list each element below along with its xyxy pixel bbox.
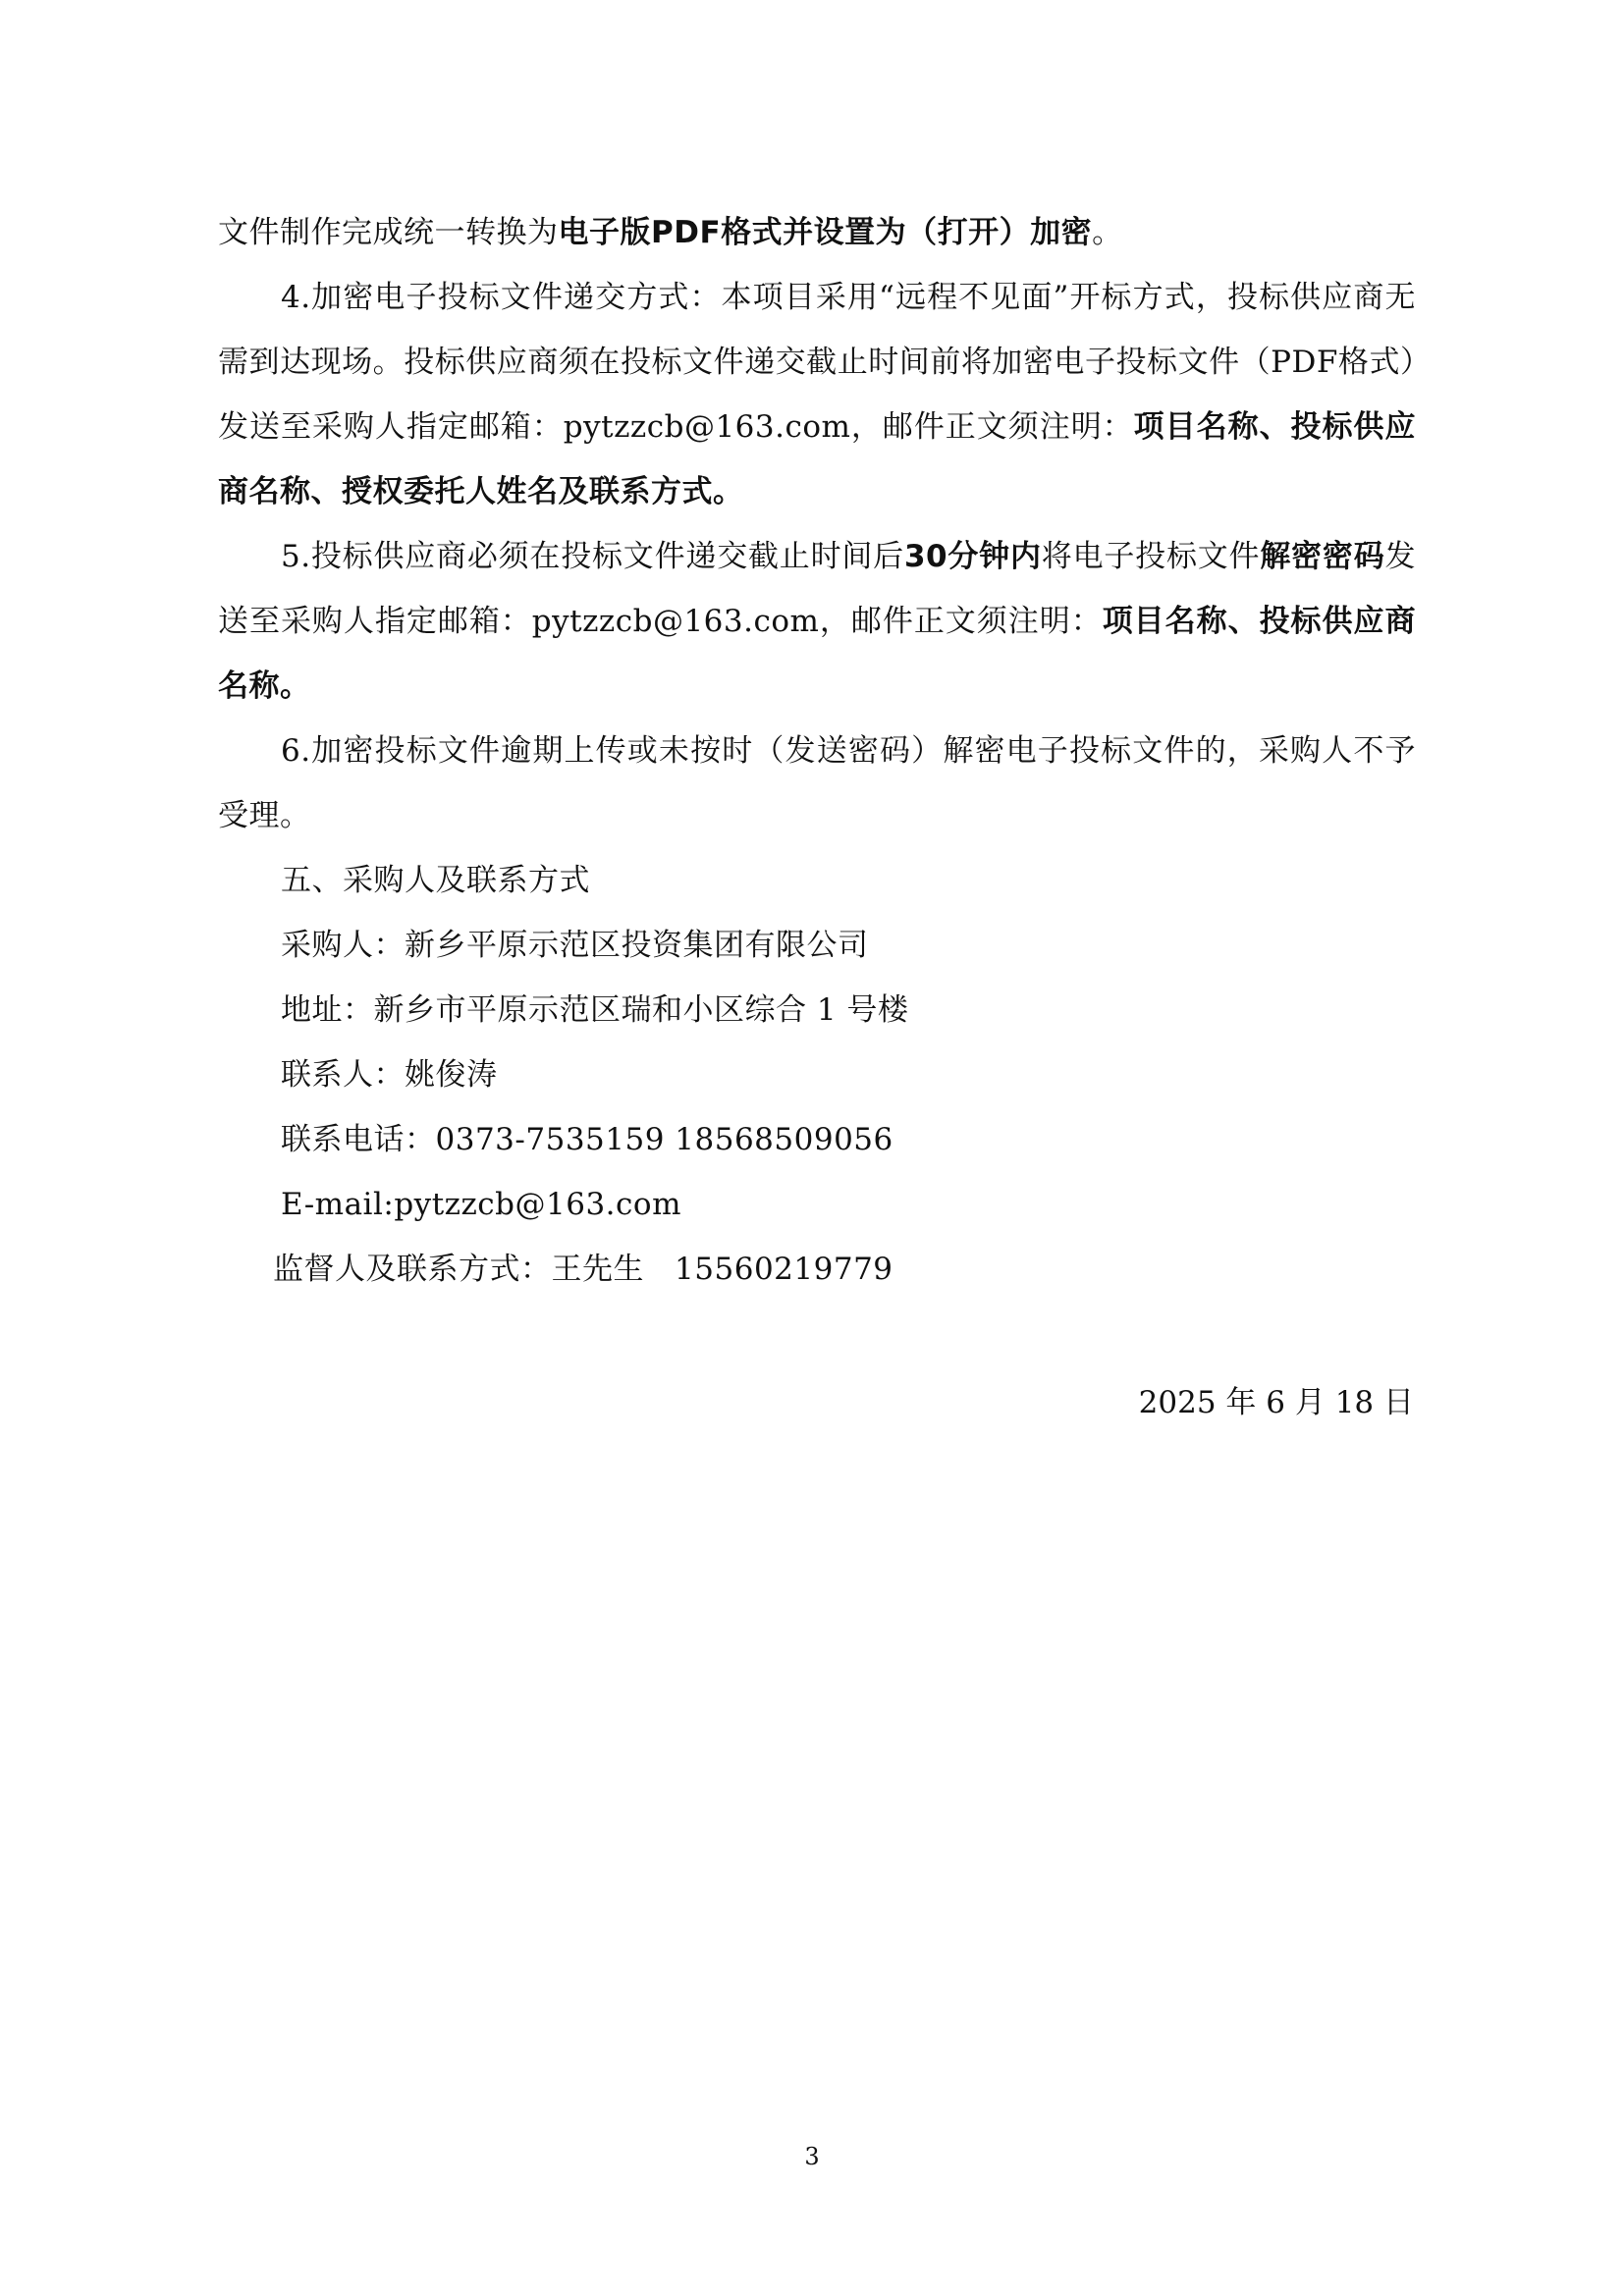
supervisor-line: 监督人及联系方式：王先生 15560219779 [273, 1252, 893, 1287]
paragraph-decryption-password [218, 524, 1416, 719]
section-heading-contact: 五、采购人及联系方式 [281, 863, 590, 898]
paragraph-text-bold: 30分钟内 [903, 539, 1042, 574]
email-line: E-mail:pytzzcb@163.com [281, 1187, 681, 1222]
paragraph-text-bold: 解密密码 [1260, 539, 1385, 574]
paragraph-text: 。 [1092, 215, 1123, 250]
address-line: 地址：新乡市平原示范区瑞和小区综合 1 号楼 [281, 992, 909, 1028]
paragraph-text-bold: 项目名称、投标供应商名称。 [218, 604, 1416, 704]
paragraph-submission-method [218, 265, 1416, 524]
paragraph-text: 将电子投标文件 [1041, 539, 1261, 574]
paragraph-text-bold: 电子版PDF格式并设置为（打开）加密 [558, 215, 1093, 250]
paragraph-text: 文件制作完成统一转换为 [218, 215, 559, 250]
paragraph-text: 6.加密投标文件逾期上传或未按时（发送密码）解密电子投标文件的，采购人不予受理。 [218, 733, 1416, 833]
paragraph-text: 4.加密电子投标文件递交方式：本项目采用“远程不见面”开标方式，投标供应商无需到达现场。投标供应商须在投标文件递交截止时间前将加密电子投标文件（PDF格式）发送至采购人指定邮箱：pytzzcb@163.com，邮件正文须注明： [218, 280, 1416, 445]
paragraph-text: 5.投标供应商必须在投标文件递交截止时间后 [281, 539, 904, 574]
phone-line: 联系电话：0373-7535159 18568509056 [281, 1122, 893, 1157]
body-text [218, 200, 1416, 1302]
purchaser-line: 采购人：新乡平原示范区投资集团有限公司 [281, 928, 869, 963]
contact-person-line: 联系人：姚俊涛 [281, 1057, 498, 1093]
page-number: 3 [804, 2143, 820, 2170]
paragraph-encryption-format [218, 200, 1416, 265]
paragraph-late-submission [218, 719, 1416, 848]
paragraph-text: 发送至采购人指定邮箱：pytzzcb@163.com，邮件正文须注明： [218, 539, 1417, 639]
paragraph-text-bold: 项目名称、投标供应商名称、授权委托人姓名及联系方式。 [218, 409, 1416, 509]
document-date: 2025 年 6 月 18 日 [1138, 1385, 1414, 1420]
